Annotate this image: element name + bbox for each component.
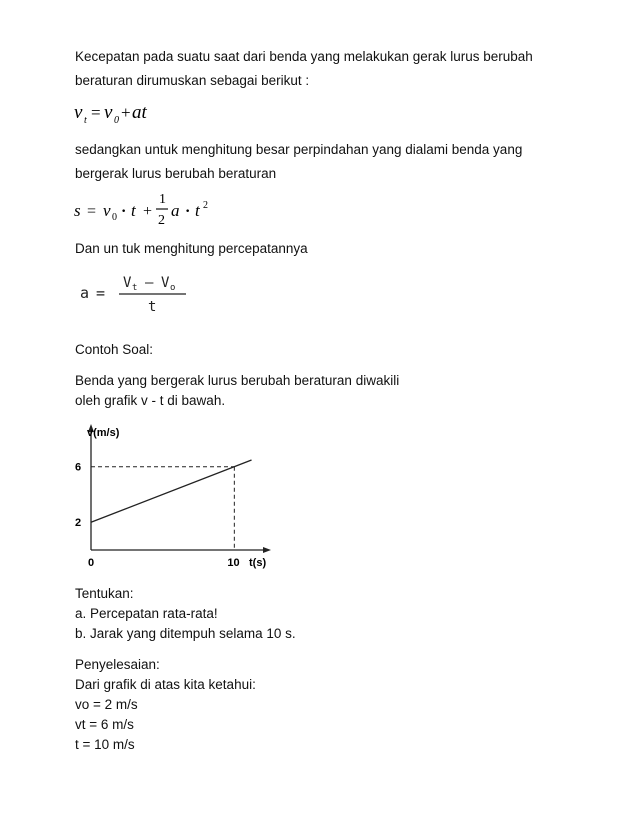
disp-dot-1: · <box>121 203 127 220</box>
solution-heading: Penyelesaian: <box>75 657 160 672</box>
displacement-line-1: sedangkan untuk menghitung besar perpindahan yang dialami benda yang <box>75 142 523 157</box>
vel-at: at <box>132 102 147 123</box>
disp-frac-den: 2 <box>158 213 165 228</box>
disp-plus: + <box>143 203 153 220</box>
x-axis-label: t(s) <box>249 557 267 569</box>
acc-den: t <box>148 299 157 315</box>
disp-v0: v <box>103 201 111 220</box>
example-heading: Contoh Soal: <box>75 342 154 357</box>
disp-frac-num: 1 <box>159 192 166 207</box>
acc-num-sub: t <box>132 283 138 293</box>
acc-minus: – <box>145 275 154 291</box>
solution-vt: vt = 6 m/s <box>75 717 134 732</box>
velocity-line <box>91 460 252 522</box>
example-line-2: oleh grafik v - t di bawah. <box>75 393 226 408</box>
disp-eq: = <box>87 203 97 220</box>
solution-vo: vo = 2 m/s <box>75 697 138 712</box>
vel-lhs: v <box>74 102 83 123</box>
acceleration-formula <box>72 270 212 318</box>
example-line-1: Benda yang bergerak lurus berubah beraturan diwakili <box>75 373 400 388</box>
x-tick-label-10: 10 <box>227 557 240 569</box>
solution-line-1: Dari grafik di atas kita ketahui: <box>75 677 256 692</box>
displacement-line-2: bergerak lurus berubah beraturan <box>75 166 277 181</box>
disp-exponent: 2 <box>203 200 208 211</box>
vel-lhs-sub: t <box>84 115 87 126</box>
y-axis-label: v(m/s) <box>87 427 120 439</box>
disp-t: t <box>131 201 136 220</box>
disp-t-2: t <box>195 201 200 220</box>
acceleration-line: Dan un tuk menghitung percepatannya <box>75 241 308 256</box>
solution-t: t = 10 m/s <box>75 737 135 752</box>
y-tick-label-6: 6 <box>75 461 82 474</box>
task-item-a: a. Percepatan rata-rata! <box>75 606 218 621</box>
vel-v0-sub: 0 <box>114 115 119 126</box>
disp-s: s <box>74 201 81 220</box>
acc-eq: = <box>96 284 106 302</box>
velocity-time-graph <box>70 418 290 576</box>
disp-v0-sub: 0 <box>112 212 117 223</box>
velocity-formula <box>72 98 182 128</box>
acc-a: a <box>80 284 90 302</box>
displacement-formula <box>72 188 252 232</box>
vel-eq: = <box>91 103 101 122</box>
x-tick-label-0: 0 <box>88 557 95 569</box>
vel-v0: v <box>104 102 113 123</box>
task-heading: Tentukan: <box>75 586 134 601</box>
x-axis-arrow <box>263 547 271 553</box>
task-item-b: b. Jarak yang ditempuh selama 10 s. <box>75 626 296 641</box>
disp-dot-2: · <box>185 203 191 220</box>
intro-line-2: beraturan dirumuskan sebagai berikut : <box>75 73 310 88</box>
vel-plus: + <box>121 103 131 122</box>
acc-num-v: V <box>123 275 132 291</box>
intro-line-1: Kecepatan pada suatu saat dari benda yang melakukan gerak lurus berubah <box>75 49 533 64</box>
disp-a: a <box>171 201 180 220</box>
y-tick-label-2: 2 <box>75 517 82 530</box>
acc-num-v2: V <box>161 275 170 291</box>
acc-num-sub-2: o <box>170 283 176 293</box>
